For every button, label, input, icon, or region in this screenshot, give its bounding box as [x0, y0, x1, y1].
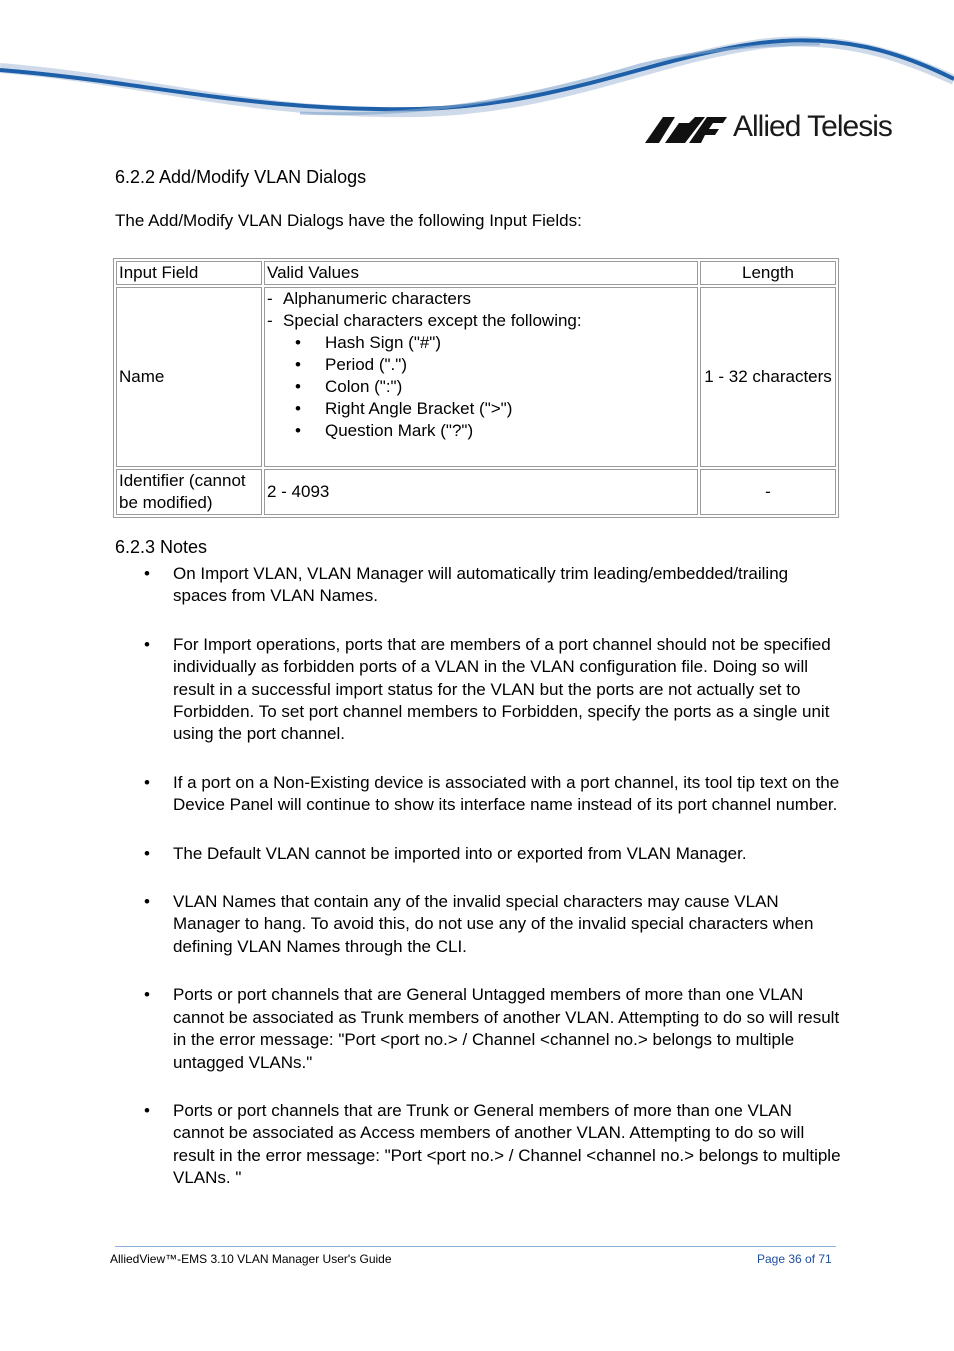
- footer-divider: [115, 1246, 836, 1247]
- allied-telesis-logo: [645, 110, 905, 146]
- section-heading-add-modify: 6.2.2 Add/Modify VLAN Dialogs: [115, 167, 367, 187]
- footer-page-number: Page 36 of 71: [757, 1252, 832, 1266]
- intro-paragraph: The Add/Modify VLAN Dialogs have the following Input Fields:: [115, 211, 582, 230]
- list-item: • Colon (":"): [295, 377, 403, 396]
- list-item: • Period ("."): [295, 355, 407, 374]
- list-item: - Alphanumeric characters: [267, 289, 472, 308]
- header-input-field: Input Field: [116, 261, 262, 285]
- footer-doc-title: AlliedView™-EMS 3.10 VLAN Manager User's Guide: [110, 1252, 392, 1266]
- cell-length-name: 1 - 32 characters: [700, 287, 836, 467]
- cell-valid-values-identifier: 2 - 4093: [264, 469, 698, 515]
- list-item: • On Import VLAN, VLAN Manager will automatically trim leading/embedded/trailing spaces from VLAN Names.: [144, 564, 789, 606]
- section-heading-notes: 6.2.3 Notes: [115, 537, 208, 557]
- table-header-row: [116, 261, 836, 285]
- list-item: • Ports or port channels that are General Untagged members of more than one VLAN cannot be associated as Trunk members of another VLAN. Attempting to do so will result in the error message: "Port <port no.> / Channel <channel no.> belongs to multiple untagged VLANs.": [144, 985, 840, 1072]
- list-item: • For Import operations, ports that are members of a port channel should not be specified individually as forbidden ports of a VLAN in the VLAN configuration file. Doing so will result in a successful import status for the VLAN but the ports are not actually set to Forbidden. To set port channel members to Forbidden, specify the ports as a single unit using the port channel.: [144, 634, 831, 744]
- list-item: • The Default VLAN cannot be imported into or exported from VLAN Manager.: [144, 843, 747, 863]
- logo-wordmark: Allied Telesis: [733, 110, 892, 143]
- table-row: [116, 469, 836, 515]
- input-fields-table: [113, 258, 839, 518]
- cell-length-identifier: -: [700, 469, 836, 515]
- list-item: • Right Angle Bracket (">"): [295, 399, 513, 418]
- header-valid-values: Valid Values: [264, 261, 698, 285]
- header-length: Length: [700, 261, 836, 285]
- list-item: • VLAN Names that contain any of the invalid special characters may cause VLAN Manager to hang. To avoid this, do not use any of the invalid special characters when defining VLAN Names through the CLI.: [144, 892, 814, 956]
- list-item: • If a port on a Non-Existing device is associated with a port channel, its tool tip text on the Device Panel will continue to show its interface name instead of its port channel number.: [144, 772, 840, 815]
- list-item: - Special characters except the following:: [267, 311, 582, 330]
- list-item: • Ports or port channels that are Trunk or General members of more than one VLAN cannot be associated as Access members of another VLAN. Attempting to do so will result in the error message: "Port <port no.> / Channel <channel no.> belongs to multiple VLANs. ": [144, 1100, 841, 1188]
- notes-list: [115, 563, 845, 1216]
- list-item: • Hash Sign ("#"): [295, 333, 442, 352]
- table-row: [116, 287, 836, 467]
- logo-mark-icon: [645, 115, 727, 143]
- list-item: • Question Mark ("?"): [295, 421, 474, 440]
- cell-field-name: Name: [116, 287, 262, 467]
- cell-field-identifier: Identifier (cannot be modified): [116, 469, 262, 515]
- cell-valid-values-name: [264, 287, 698, 467]
